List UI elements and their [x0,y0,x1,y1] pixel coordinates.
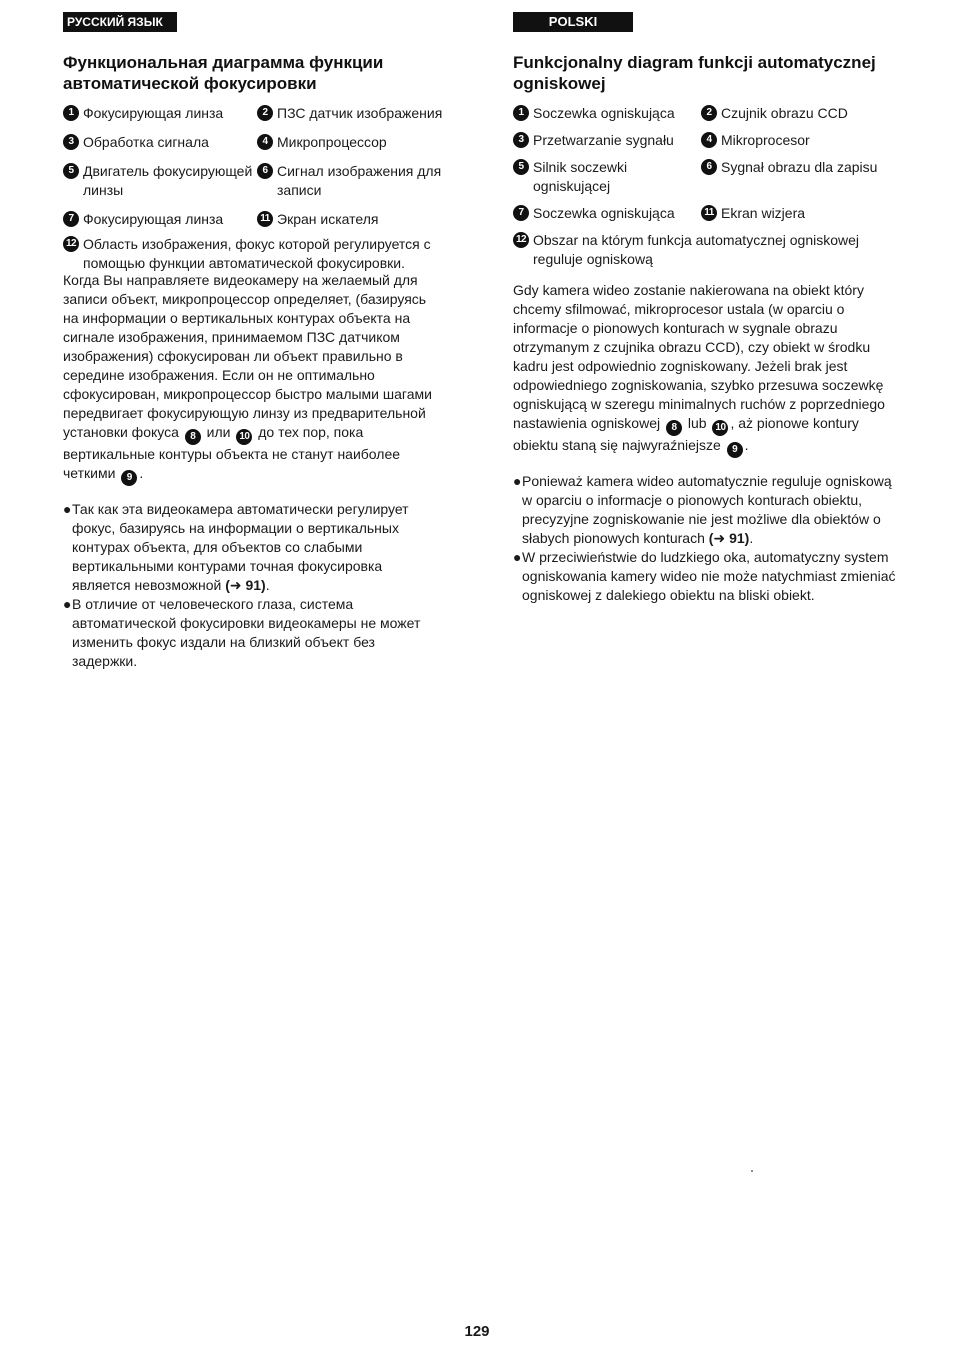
legend-text: Ekran wizjera [721,205,806,221]
scan-speck [751,1170,753,1172]
bullet-text: В отличие от человеческого глаза, система автоматической фокусировки видеокамеры не может изменить фокус издали на близкий объект без задержки. [72,596,421,669]
number-badge: 12 [63,236,79,252]
number-badge: 10 [712,420,728,436]
language-label: РУССКИЙ ЯЗЫК [63,12,177,32]
legend-item [701,204,897,223]
number-badge: 4 [257,134,273,150]
number-badge: 8 [666,420,682,436]
bullet-icon: ● [513,473,522,489]
number-badge: 1 [513,105,529,121]
number-badge: 9 [121,470,137,486]
number-badge: 5 [513,159,529,175]
legend-text: Сигнал изображения для записи [277,163,442,198]
number-badge: 12 [513,232,529,248]
legend-text: Czujnik obrazu CCD [721,105,848,121]
legend-text: Двигатель фокусирующей линзы [83,163,253,198]
number-badge: 7 [513,205,529,221]
legend-text: Soczewka ogniskująca [533,105,675,121]
language-label: POLSKI [513,12,633,32]
section-title: Функциональная диаграмма функции автоматической фокусировки [63,53,384,93]
bullet-text: . [749,530,754,546]
bullet-icon: ● [513,549,522,565]
legend-text: Экран искателя [277,211,379,227]
legend-item [513,131,697,150]
legend-item [257,162,443,200]
legend-text: Sygnał obrazu dla zapisu [721,159,878,175]
legend-item [513,158,697,196]
legend-text: Микропроцессор [277,134,387,150]
number-badge: 2 [257,105,273,121]
section-title: Funkcjonalny diagram funkcji automatycznej ogniskowej [513,53,876,93]
legend-text: Obszar na którym funkcja automatycznej ogniskowej reguluje ogniskową [533,232,860,267]
page-reference: (➜ 91) [225,577,266,593]
bullet-note [63,500,443,595]
number-badge: 6 [257,163,273,179]
legend-text: Soczewka ogniskująca [533,205,675,221]
number-badge: 11 [701,205,717,221]
legend-item [63,210,253,229]
body-text: . [744,437,749,453]
bullet-note [513,472,897,548]
bullet-icon: ● [63,501,72,517]
number-badge: 10 [236,429,252,445]
legend-text: Mikroprocesor [721,132,810,148]
legend-text: Фокусирующая линза [83,211,224,227]
legend-text: Фокусирующая линза [83,105,224,121]
page-reference: (➜ 91) [708,530,750,546]
legend-item [63,162,253,200]
legend-text: Silnik soczewki ogniskującej [533,159,628,194]
number-badge: 8 [185,429,201,445]
body-text: до тех пор, пока вертикальные контуры объекта не станут наиболее четкими [63,424,401,481]
legend-item [257,133,443,152]
number-badge: 2 [701,105,717,121]
legend-item-wide [63,235,443,273]
legend-text: ПЗС датчик изображения [277,105,443,121]
bullet-text: Ponieważ kamera wideo automatycznie reguluje ogniskową w oparciu o informacje o pionowych konturach obiektu, precyzyjne zogniskowanie nie jest możliwe dla obiektów o słabych pionowych konturach [522,473,892,546]
russian-column [63,12,443,671]
number-badge: 3 [63,134,79,150]
polish-column [513,12,897,605]
legend-item [257,210,443,229]
legend-item [63,133,253,152]
bullet-note [63,595,443,671]
legend-item [63,104,253,123]
legend-grid [63,104,443,239]
legend-grid [513,104,897,231]
body-text: , aż pionowe kontury obiektu staną się najwyraźniejsze [513,415,859,453]
number-badge: 3 [513,132,529,148]
bullet-text: W przeciwieństwie do ludzkiego oka, automatyczny system ogniskowania kamery wideo nie może natychmiast zmieniać ogniskowej z dalekiego obiektu na bliski obiekt. [522,549,896,603]
page-number: 129 [464,1323,490,1340]
bullet-icon: ● [63,596,72,612]
legend-item [701,104,897,123]
body-paragraph [513,281,897,458]
body-text: . [139,465,144,481]
legend-item [257,104,443,123]
legend-item [701,158,897,196]
number-badge: 6 [701,159,717,175]
body-text: Gdy kamera wideo zostanie nakierowana na obiekt który chcemy sfilmować, mikroprocesor ustala (w oparciu o informacje o pionowych konturach w sygnale obrazu otrzymanym z czujnika obrazu CCD), czy obiekt w środku kadru jest odpowiednio zogniskowany. Jeżeli brak jest odpowiedniego zogniskowania, szybko przesuwa soczewkę ogniskującą w szeregu minimalnych ruchów z poprzedniego nastawienia ogniskowej [513,282,885,431]
bullet-text: . [265,577,270,593]
body-paragraph [63,271,443,486]
legend-item [513,204,697,223]
number-badge: 7 [63,211,79,227]
legend-item [701,131,897,150]
number-badge: 5 [63,163,79,179]
bullet-text: Так как эта видеокамера автоматически регулирует фокус, базируясь на информации о вертикальных контурах объекта, для объектов со слабыми вертикальными контурами точная фокусировка является невозможной [72,501,409,593]
number-badge: 4 [701,132,717,148]
legend-item-wide [513,231,897,269]
number-badge: 9 [727,442,743,458]
legend-item [513,104,697,123]
bullet-note [513,548,897,605]
number-badge: 1 [63,105,79,121]
body-text: Когда Вы направляете видеокамеру на желаемый для записи объект, микропроцессор определяет, (базируясь на информации о вертикальных контурах объекта на сигнале изображения, принимаемом ПЗС датчиком изображения) сфокусирован ли объект правильно в середине изображения. Если он не оптимально сфокусирован, микропроцессор быстро малыми шагами передвигает фокусирующую линзу из предварительной установки фокуса [63,272,432,440]
legend-text: Обработка сигнала [83,134,209,150]
legend-text: Przetwarzanie sygnału [533,132,674,148]
body-text: lub [687,415,707,431]
body-text: или [206,424,231,440]
legend-text: Область изображения, фокус которой регулируется с помощью функции автоматической фокусировки. [83,236,431,271]
number-badge: 11 [257,211,273,227]
